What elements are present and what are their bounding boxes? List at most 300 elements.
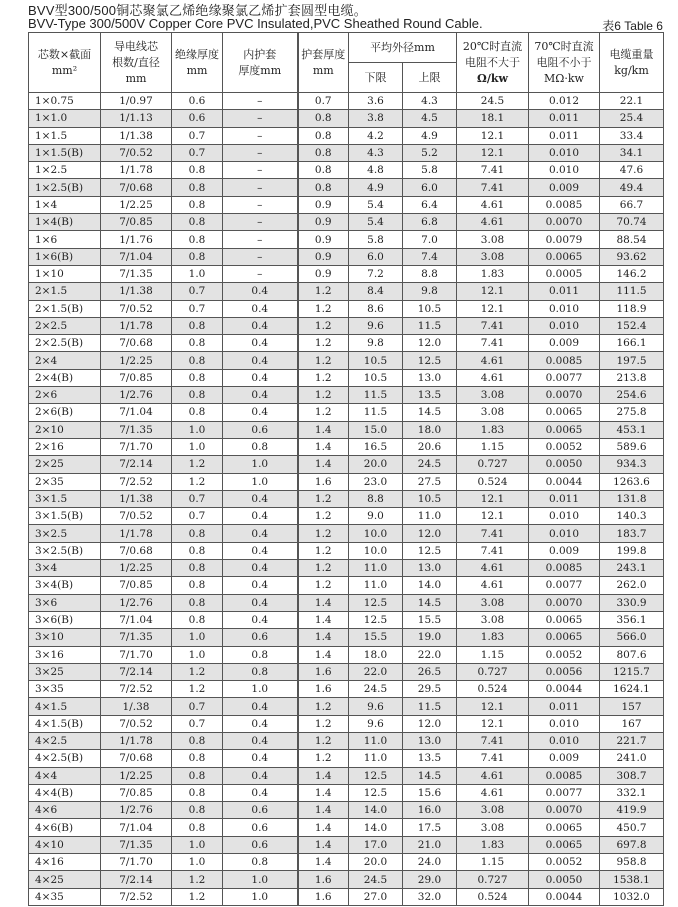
cell-od-lower: 16.5	[349, 438, 403, 455]
cell-od-lower: 23.0	[349, 473, 403, 490]
table-row	[29, 560, 664, 577]
cell-od-lower: 9.6	[349, 317, 403, 334]
cell-od-upper: 19.0	[403, 629, 457, 646]
header-insulation: 绝缘厚度 mm	[172, 33, 223, 93]
cell-od-upper: 32.0	[403, 888, 457, 905]
cell-res70: 0.0065	[529, 819, 600, 836]
cell-res20: 0.727	[457, 871, 529, 888]
cell-od-lower: 11.5	[349, 387, 403, 404]
header-sheath: 护套厚度 mm	[298, 33, 349, 93]
cell-conductor: 7/1.04	[101, 819, 172, 836]
cell-conductor: 7/0.68	[101, 179, 172, 196]
cell-od-lower: 4.8	[349, 162, 403, 179]
cell-inner-sheath: 0.4	[223, 404, 298, 421]
cell-od-upper: 13.0	[403, 732, 457, 749]
cell-res20: 1.83	[457, 629, 529, 646]
cell-res20: 1.83	[457, 421, 529, 438]
cell-res20: 0.727	[457, 456, 529, 473]
table-row	[29, 784, 664, 801]
cell-res70: 0.0077	[529, 577, 600, 594]
cell-insulation: 0.7	[172, 490, 223, 507]
cell-insulation: 0.8	[172, 525, 223, 542]
cell-od-lower: 9.6	[349, 698, 403, 715]
cell-od-upper: 9.8	[403, 283, 457, 300]
cell-insulation: 1.2	[172, 888, 223, 905]
table-row	[29, 248, 664, 265]
table-row	[29, 663, 664, 680]
cell-conductor: 7/2.52	[101, 888, 172, 905]
cell-conductor: 1/2.76	[101, 802, 172, 819]
cell-od-lower: 10.5	[349, 352, 403, 369]
cell-inner-sheath: 0.4	[223, 490, 298, 507]
cell-od-upper: 18.0	[403, 421, 457, 438]
cell-weight: 450.7	[600, 819, 664, 836]
cell-res20: 12.1	[457, 698, 529, 715]
cell-od-upper: 5.8	[403, 162, 457, 179]
cell-od-lower: 3.6	[349, 93, 403, 110]
cell-od-lower: 10.5	[349, 369, 403, 386]
cell-od-lower: 9.0	[349, 508, 403, 525]
cell-res20: 7.41	[457, 317, 529, 334]
cell-insulation: 1.0	[172, 836, 223, 853]
cell-od-upper: 11.0	[403, 508, 457, 525]
header-upper: 上限	[403, 63, 457, 93]
title-english: BVV-Type 300/500V Copper Core PVC Insulated,PVC Sheathed Round Cable.	[28, 16, 483, 31]
cell-od-upper: 4.9	[403, 127, 457, 144]
table-row	[29, 836, 664, 853]
cell-res20: 1.15	[457, 646, 529, 663]
table-row	[29, 214, 664, 231]
cell-insulation: 0.8	[172, 732, 223, 749]
table-row	[29, 335, 664, 352]
cell-res20: 18.1	[457, 110, 529, 127]
cell-weight: 199.8	[600, 542, 664, 559]
cell-od-upper: 14.0	[403, 577, 457, 594]
table-row	[29, 196, 664, 213]
cell-weight: 566.0	[600, 629, 664, 646]
cell-od-lower: 5.4	[349, 196, 403, 213]
cell-sheath: 1.2	[298, 577, 349, 594]
cell-inner-sheath: 0.4	[223, 335, 298, 352]
cell-res70: 0.0085	[529, 352, 600, 369]
cell-insulation: 1.0	[172, 854, 223, 871]
cell-weight: 33.4	[600, 127, 664, 144]
cell-inner-sheath: –	[223, 265, 298, 282]
cell-sheath: 1.2	[298, 732, 349, 749]
cell-weight: 958.8	[600, 854, 664, 871]
cell-insulation: 0.8	[172, 802, 223, 819]
cell-res20: 1.83	[457, 836, 529, 853]
cell-inner-sheath: 0.8	[223, 663, 298, 680]
cell-insulation: 0.8	[172, 404, 223, 421]
cell-conductor: 7/0.52	[101, 144, 172, 161]
cell-res70: 0.0085	[529, 196, 600, 213]
cell-conductor: 7/0.85	[101, 214, 172, 231]
cell-res20: 12.1	[457, 715, 529, 732]
cell-inner-sheath: –	[223, 144, 298, 161]
cell-res20: 4.61	[457, 767, 529, 784]
cell-cores: 4×6(B)	[29, 819, 101, 836]
cell-od-lower: 9.8	[349, 335, 403, 352]
cell-insulation: 1.0	[172, 629, 223, 646]
cell-res70: 0.010	[529, 525, 600, 542]
cell-cores: 3×10	[29, 629, 101, 646]
cell-od-upper: 13.0	[403, 560, 457, 577]
table-row	[29, 715, 664, 732]
cell-weight: 183.7	[600, 525, 664, 542]
cell-od-lower: 5.4	[349, 214, 403, 231]
cell-cores: 4×2.5	[29, 732, 101, 749]
table-row	[29, 577, 664, 594]
cell-conductor: 7/0.52	[101, 508, 172, 525]
cell-cores: 1×4(B)	[29, 214, 101, 231]
cell-inner-sheath: 0.8	[223, 854, 298, 871]
cell-conductor: 1/2.25	[101, 767, 172, 784]
cell-conductor: 1/0.97	[101, 93, 172, 110]
cell-weight: 93.62	[600, 248, 664, 265]
cell-cores: 2×6	[29, 387, 101, 404]
table-row	[29, 317, 664, 334]
cell-sheath: 0.7	[298, 93, 349, 110]
cell-weight: 356.1	[600, 611, 664, 628]
cell-res70: 0.011	[529, 127, 600, 144]
table-row	[29, 283, 664, 300]
cell-res70: 0.0070	[529, 387, 600, 404]
table-row	[29, 888, 664, 905]
cell-weight: 34.1	[600, 144, 664, 161]
cell-res70: 0.009	[529, 179, 600, 196]
cell-od-upper: 14.5	[403, 594, 457, 611]
table-row	[29, 732, 664, 749]
cell-inner-sheath: 0.4	[223, 508, 298, 525]
table-row	[29, 802, 664, 819]
table-row	[29, 110, 664, 127]
cell-conductor: 7/0.85	[101, 369, 172, 386]
cell-conductor: 7/2.14	[101, 456, 172, 473]
cell-od-upper: 29.5	[403, 681, 457, 698]
cell-cores: 2×1.5	[29, 283, 101, 300]
cell-weight: 66.7	[600, 196, 664, 213]
cell-od-lower: 6.0	[349, 248, 403, 265]
cell-conductor: 1/1.38	[101, 490, 172, 507]
cell-od-upper: 12.5	[403, 352, 457, 369]
cell-od-lower: 4.3	[349, 144, 403, 161]
cell-res20: 3.08	[457, 819, 529, 836]
cell-sheath: 1.2	[298, 335, 349, 352]
cell-od-lower: 24.5	[349, 871, 403, 888]
cell-od-upper: 4.5	[403, 110, 457, 127]
cell-inner-sheath: 0.6	[223, 836, 298, 853]
cell-sheath: 1.4	[298, 784, 349, 801]
cell-res70: 0.0065	[529, 404, 600, 421]
cell-cores: 3×4(B)	[29, 577, 101, 594]
table-number: 表6 Table 6	[602, 19, 663, 33]
cell-od-lower: 11.0	[349, 560, 403, 577]
cell-sheath: 1.2	[298, 317, 349, 334]
cell-od-lower: 8.4	[349, 283, 403, 300]
cell-sheath: 1.4	[298, 646, 349, 663]
cell-cores: 3×1.5	[29, 490, 101, 507]
cell-cores: 4×16	[29, 854, 101, 871]
cell-cores: 1×2.5(B)	[29, 179, 101, 196]
cell-od-upper: 12.0	[403, 525, 457, 542]
cell-cores: 1×1.5(B)	[29, 144, 101, 161]
table-row	[29, 127, 664, 144]
cell-insulation: 0.8	[172, 231, 223, 248]
cell-inner-sheath: 0.4	[223, 283, 298, 300]
cell-sheath: 1.4	[298, 836, 349, 853]
cell-inner-sheath: 0.4	[223, 577, 298, 594]
cell-cores: 2×4(B)	[29, 369, 101, 386]
cell-sheath: 0.9	[298, 214, 349, 231]
cell-conductor: 7/2.14	[101, 663, 172, 680]
cell-res70: 0.0070	[529, 594, 600, 611]
cell-od-lower: 22.0	[349, 663, 403, 680]
cell-od-upper: 15.5	[403, 611, 457, 628]
cell-inner-sheath: –	[223, 162, 298, 179]
cell-cores: 1×6	[29, 231, 101, 248]
cell-weight: 275.8	[600, 404, 664, 421]
cell-res70: 0.010	[529, 162, 600, 179]
cell-conductor: 1/2.76	[101, 387, 172, 404]
cell-od-upper: 24.0	[403, 854, 457, 871]
cell-res20: 1.15	[457, 854, 529, 871]
cell-res20: 7.41	[457, 179, 529, 196]
cell-weight: 131.8	[600, 490, 664, 507]
cell-res20: 12.1	[457, 300, 529, 317]
cell-weight: 308.7	[600, 767, 664, 784]
cell-cores: 3×2.5	[29, 525, 101, 542]
cell-res70: 0.0070	[529, 802, 600, 819]
cell-od-upper: 27.5	[403, 473, 457, 490]
cell-od-upper: 12.0	[403, 335, 457, 352]
cell-insulation: 1.0	[172, 421, 223, 438]
cell-conductor: 7/1.35	[101, 421, 172, 438]
cell-res70: 0.0044	[529, 681, 600, 698]
cell-cores: 3×4	[29, 560, 101, 577]
cell-conductor: 1/.38	[101, 698, 172, 715]
cell-od-lower: 15.5	[349, 629, 403, 646]
cell-conductor: 7/0.68	[101, 542, 172, 559]
cell-res70: 0.010	[529, 317, 600, 334]
cell-cores: 1×1.0	[29, 110, 101, 127]
cell-weight: 221.7	[600, 732, 664, 749]
cell-od-lower: 12.5	[349, 611, 403, 628]
cell-cores: 2×1.5(B)	[29, 300, 101, 317]
table-row	[29, 854, 664, 871]
cell-res20: 12.1	[457, 490, 529, 507]
cell-conductor: 7/0.85	[101, 784, 172, 801]
cell-sheath: 1.4	[298, 421, 349, 438]
table-row	[29, 490, 664, 507]
table-row	[29, 93, 664, 110]
cell-conductor: 7/0.85	[101, 577, 172, 594]
cell-res70: 0.010	[529, 732, 600, 749]
cell-sheath: 1.2	[298, 387, 349, 404]
cell-res70: 0.0065	[529, 248, 600, 265]
cell-inner-sheath: 0.4	[223, 300, 298, 317]
cell-res20: 0.524	[457, 888, 529, 905]
cell-cores: 3×2.5(B)	[29, 542, 101, 559]
cell-insulation: 0.8	[172, 248, 223, 265]
cell-conductor: 7/1.70	[101, 854, 172, 871]
cell-res70: 0.010	[529, 300, 600, 317]
cell-res70: 0.0065	[529, 611, 600, 628]
cell-res20: 0.524	[457, 473, 529, 490]
cell-cores: 2×4	[29, 352, 101, 369]
cell-sheath: 1.4	[298, 611, 349, 628]
cell-od-lower: 14.0	[349, 802, 403, 819]
cell-res70: 0.0085	[529, 767, 600, 784]
cell-inner-sheath: 0.4	[223, 784, 298, 801]
table-row	[29, 473, 664, 490]
cell-inner-sheath: 0.4	[223, 750, 298, 767]
cell-inner-sheath: –	[223, 231, 298, 248]
cell-sheath: 0.8	[298, 162, 349, 179]
cell-sheath: 1.6	[298, 888, 349, 905]
cell-sheath: 1.4	[298, 438, 349, 455]
cell-res70: 0.0079	[529, 231, 600, 248]
cell-weight: 1032.0	[600, 888, 664, 905]
cell-sheath: 1.2	[298, 369, 349, 386]
cell-sheath: 1.2	[298, 542, 349, 559]
cell-inner-sheath: 0.4	[223, 732, 298, 749]
cell-od-upper: 7.0	[403, 231, 457, 248]
cell-res70: 0.011	[529, 698, 600, 715]
cell-od-upper: 5.2	[403, 144, 457, 161]
cell-res20: 24.5	[457, 93, 529, 110]
cell-weight: 213.8	[600, 369, 664, 386]
cell-od-upper: 8.8	[403, 265, 457, 282]
table-row	[29, 750, 664, 767]
cell-res70: 0.012	[529, 93, 600, 110]
cell-od-lower: 17.0	[349, 836, 403, 853]
cell-conductor: 7/1.35	[101, 265, 172, 282]
cell-conductor: 1/2.25	[101, 352, 172, 369]
cell-res20: 3.08	[457, 248, 529, 265]
cell-od-lower: 8.8	[349, 490, 403, 507]
cell-conductor: 7/2.52	[101, 681, 172, 698]
cell-inner-sheath: –	[223, 110, 298, 127]
cell-weight: 332.1	[600, 784, 664, 801]
cell-insulation: 0.8	[172, 819, 223, 836]
cell-sheath: 0.9	[298, 231, 349, 248]
cell-sheath: 1.2	[298, 300, 349, 317]
cell-insulation: 0.6	[172, 93, 223, 110]
cell-conductor: 1/2.76	[101, 594, 172, 611]
cell-od-lower: 15.0	[349, 421, 403, 438]
table-row	[29, 369, 664, 386]
cell-res20: 4.61	[457, 577, 529, 594]
cell-conductor: 1/1.38	[101, 283, 172, 300]
cell-conductor: 7/0.52	[101, 715, 172, 732]
cell-sheath: 0.9	[298, 265, 349, 282]
cell-cores: 4×6	[29, 802, 101, 819]
cell-inner-sheath: 0.4	[223, 594, 298, 611]
cell-insulation: 0.8	[172, 750, 223, 767]
cell-od-lower: 18.0	[349, 646, 403, 663]
cell-conductor: 1/1.78	[101, 162, 172, 179]
cell-od-lower: 24.5	[349, 681, 403, 698]
cell-conductor: 1/1.13	[101, 110, 172, 127]
cell-od-lower: 11.0	[349, 577, 403, 594]
cell-res70: 0.0050	[529, 456, 600, 473]
cell-res20: 12.1	[457, 283, 529, 300]
cell-insulation: 0.8	[172, 335, 223, 352]
cell-insulation: 0.8	[172, 352, 223, 369]
table-row	[29, 525, 664, 542]
cell-sheath: 1.4	[298, 802, 349, 819]
cell-weight: 88.54	[600, 231, 664, 248]
cell-inner-sheath: –	[223, 196, 298, 213]
cell-insulation: 0.7	[172, 508, 223, 525]
cell-insulation: 0.8	[172, 196, 223, 213]
cell-od-upper: 10.5	[403, 490, 457, 507]
cell-od-lower: 10.0	[349, 525, 403, 542]
cell-conductor: 1/1.38	[101, 127, 172, 144]
cell-od-upper: 6.0	[403, 179, 457, 196]
table-row	[29, 508, 664, 525]
cell-res20: 3.08	[457, 404, 529, 421]
cell-od-upper: 11.5	[403, 698, 457, 715]
cell-od-upper: 14.5	[403, 767, 457, 784]
cell-weight: 111.5	[600, 283, 664, 300]
table-row	[29, 404, 664, 421]
cell-res20: 7.41	[457, 750, 529, 767]
cell-od-lower: 20.0	[349, 456, 403, 473]
cell-od-lower: 12.5	[349, 784, 403, 801]
cell-od-lower: 8.6	[349, 300, 403, 317]
cell-res20: 7.41	[457, 542, 529, 559]
cell-insulation: 1.2	[172, 681, 223, 698]
cell-res70: 0.0056	[529, 663, 600, 680]
cell-sheath: 1.2	[298, 525, 349, 542]
cell-cores: 3×1.5(B)	[29, 508, 101, 525]
cell-res70: 0.011	[529, 490, 600, 507]
cell-res20: 3.08	[457, 594, 529, 611]
cell-res70: 0.010	[529, 144, 600, 161]
cell-weight: 453.1	[600, 421, 664, 438]
cell-weight: 243.1	[600, 560, 664, 577]
cell-weight: 1624.1	[600, 681, 664, 698]
header-conductor: 导电线芯 根数/直径 mm	[101, 33, 172, 93]
cell-conductor: 1/1.78	[101, 317, 172, 334]
table-row	[29, 352, 664, 369]
cell-od-lower: 9.6	[349, 715, 403, 732]
cell-sheath: 1.2	[298, 283, 349, 300]
cell-sheath: 1.4	[298, 456, 349, 473]
cell-cores: 1×4	[29, 196, 101, 213]
cell-inner-sheath: 1.0	[223, 681, 298, 698]
cell-od-upper: 29.0	[403, 871, 457, 888]
cell-insulation: 0.8	[172, 611, 223, 628]
cell-inner-sheath: 1.0	[223, 871, 298, 888]
cell-sheath: 0.8	[298, 144, 349, 161]
cell-od-upper: 15.6	[403, 784, 457, 801]
cell-cores: 4×4	[29, 767, 101, 784]
cell-res70: 0.0065	[529, 421, 600, 438]
cell-inner-sheath: 0.8	[223, 646, 298, 663]
cell-insulation: 1.0	[172, 265, 223, 282]
cell-weight: 157	[600, 698, 664, 715]
cell-res20: 12.1	[457, 508, 529, 525]
cell-res70: 0.010	[529, 508, 600, 525]
cell-od-lower: 7.2	[349, 265, 403, 282]
table-row	[29, 698, 664, 715]
cell-sheath: 0.8	[298, 110, 349, 127]
table-row	[29, 871, 664, 888]
cell-od-upper: 6.4	[403, 196, 457, 213]
